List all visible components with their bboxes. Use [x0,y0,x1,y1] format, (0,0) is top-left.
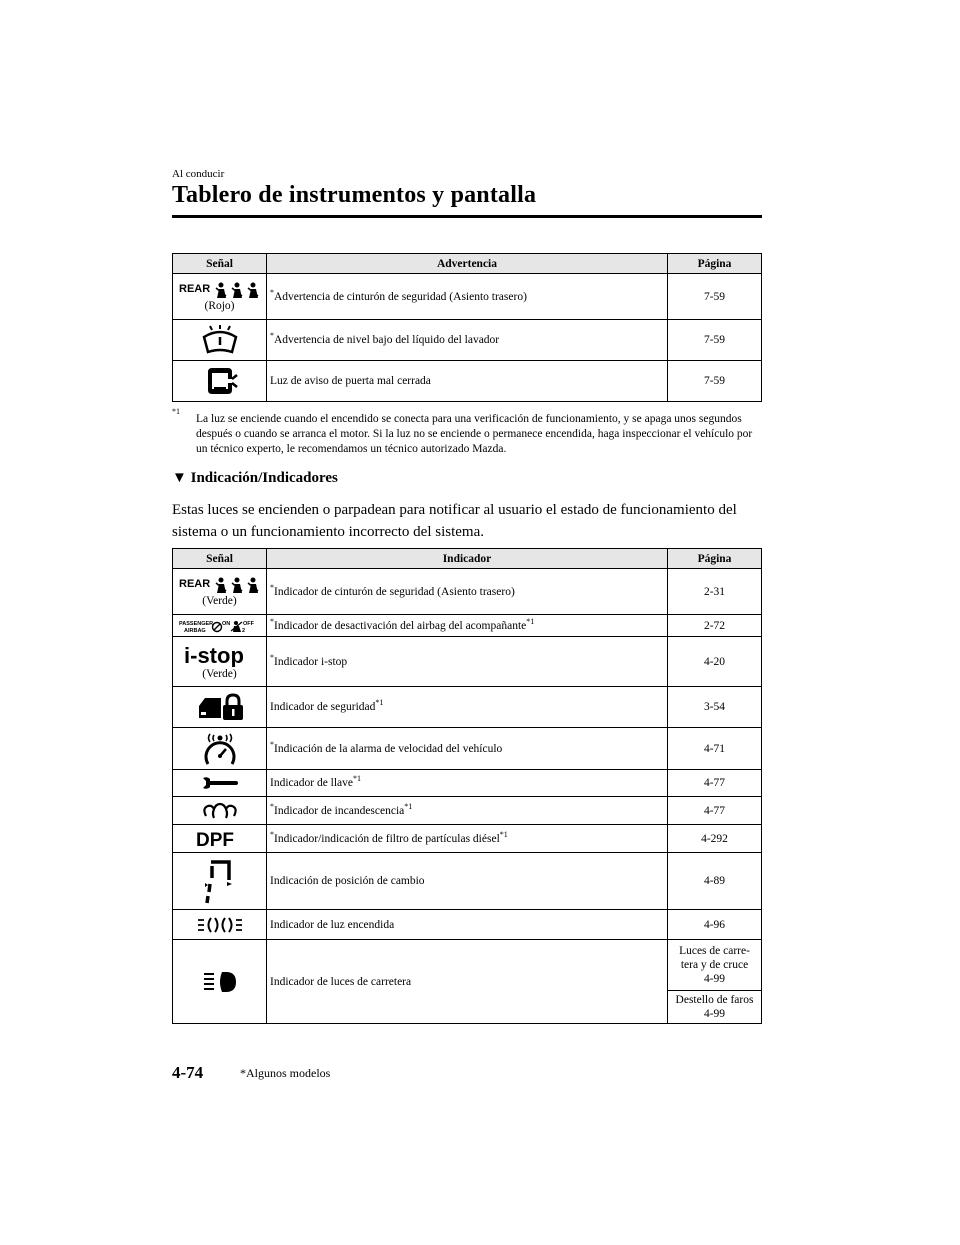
indicator-text: *Indicador de cinturón de seguridad (Asiento trasero) [267,569,668,615]
title-rule [172,215,762,218]
footer-note: *Algunos modelos [240,1066,331,1080]
signal-color-caption: (Verde) [202,668,237,680]
warning-table [172,253,762,402]
rear-label: REAR [178,578,210,590]
column-header-page: Página [668,549,762,569]
table-row [173,569,762,615]
svg-text:OFF: OFF [242,620,254,627]
indicator-text: Indicador de llave$^{*1}$ [267,770,668,797]
signal-cell [173,728,267,770]
svg-text:i-stop: i-stop [183,643,244,667]
table-row [173,940,762,991]
column-header-signal: Señal [173,254,267,274]
page-ref: 4-77 [668,797,762,825]
table-header-row [173,549,762,569]
signal-color-caption: (Verde) [202,595,237,607]
section-heading [172,470,338,487]
passenger-airbag-off-icon [179,619,261,633]
footnote-text: La luz se enciende cuando el encendido se conecta para una verificación de funcionamiento, y se apaga unos segundos después o cuando se arranca el motor. Si la luz no se enciende o permanece encendida, haga inspeccionar el vehículo por un técnico experto, le recomendamos un técnico autorizado Mazda. [196,413,753,455]
signal-cell [173,940,267,1024]
section-kicker: Al conducir [172,168,225,180]
signal-cell [173,910,267,940]
signal-cell [173,569,267,615]
signal-cell [173,825,267,853]
indicator-text: Indicador de luz encendida [267,910,668,940]
table-row [173,361,762,402]
svg-text:PASSENGER: PASSENGER [178,620,213,627]
signal-cell [173,361,267,402]
indicator-text: *Indicación de la alarma de velocidad del vehículo [267,728,668,770]
svg-text:ON: ON [221,620,230,627]
high-beam-icon [202,970,238,994]
table-row [173,853,762,910]
lights-on-icon [197,916,243,934]
warning-text: Luz de aviso de puerta mal cerrada [267,361,668,402]
section-heading-text: Indicación/Indicadores [190,470,338,486]
door-ajar-icon [202,365,238,397]
rear-seatbelt-indicator-icon [179,576,261,594]
table-row [173,320,762,361]
page-ref: 3-54 [668,687,762,728]
signal-cell [173,637,267,687]
speed-alarm-icon [200,732,240,766]
washer-fluid-icon [201,325,239,355]
signal-color-caption: (Rojo) [204,300,235,312]
signal-cell [173,687,267,728]
indicator-text: Indicador de seguridad$^{*1}$ [267,687,668,728]
table-row [173,770,762,797]
column-header-page: Página [668,254,762,274]
table-row [173,728,762,770]
page-title: Tablero de instrumentos y pantalla [172,182,537,208]
table-row [173,687,762,728]
signal-cell [173,274,267,320]
table-row [173,910,762,940]
dpf-icon [194,829,246,849]
glow-plug-icon [202,802,238,820]
svg-text:DPF: DPF [195,829,234,849]
column-header-indicator: Indicador [267,549,668,569]
table-row [173,637,762,687]
indicator-text: *Indicador i-stop [267,637,668,687]
triangle-marker-icon: ▼ [172,470,187,486]
indicator-text: *Indicador de desactivación del airbag del acompañante$^{*1}$ [267,615,668,637]
column-header-warning: Advertencia [267,254,668,274]
page-ref: 2-72 [668,615,762,637]
column-header-signal: Señal [173,549,267,569]
signal-cell [173,615,267,637]
warning-text: *Advertencia de cinturón de seguridad (Asiento trasero) [267,274,668,320]
page-ref: 4-77 [668,770,762,797]
page-ref-high-low-beam: Luces de carre- tera y de cruce 4-99 [668,940,762,991]
security-lock-icon [197,692,243,722]
signal-cell [173,797,267,825]
signal-cell [173,320,267,361]
table-header-row [173,254,762,274]
signal-cell [173,770,267,797]
wrench-icon [201,776,239,790]
indicator-text: *Indicador de incandescencia$^{*1}$ [267,797,668,825]
page-ref: 7-59 [668,274,762,320]
page-ref: 4-20 [668,637,762,687]
intro-paragraph: Estas luces se encienden o parpadean para notificar al usuario el estado de funcionamiento del sistema o un funcionamiento incorrecto del sistema. [172,502,737,540]
table-row [173,615,762,637]
page-ref: 7-59 [668,320,762,361]
page-ref-flash: Destello de faros 4-99 [668,991,762,1024]
warning-text: *Advertencia de nivel bajo del líquido del lavador [267,320,668,361]
svg-text:AIRBAG: AIRBAG [183,627,206,633]
page-number: 4-74 [172,1063,204,1082]
rear-seatbelt-warning-icon [179,281,261,299]
shift-position-icon [203,858,237,904]
indicator-text: Indicador de luces de carretera [267,940,668,1024]
signal-cell [173,853,267,910]
svg-text:2: 2 [241,627,245,633]
table-row [173,797,762,825]
table-row [173,274,762,320]
page-ref: 7-59 [668,361,762,402]
footnote: *1 La luz se enciende cuando el encendido se conecta para una verificación de funcionamiento, y se apaga unos segundos después o cuando se arranca el motor. Si la luz no se enciende o permanece encendida, haga inspeccionar el vehículo por un técnico experto, le recomendamos un técnico autorizado Mazda. [172,412,762,457]
indicator-text: Indicación de posición de cambio [267,853,668,910]
page-ref: 4-96 [668,910,762,940]
page-ref: 2-31 [668,569,762,615]
table-row [173,825,762,853]
indicator-table [172,548,762,1024]
page-ref: 4-71 [668,728,762,770]
indicator-text: *Indicador/indicación de filtro de partículas diésel$^{*1}$ [267,825,668,853]
i-stop-icon [182,643,258,667]
rear-label: REAR [178,283,210,295]
page-ref: 4-89 [668,853,762,910]
page-ref: 4-292 [668,825,762,853]
